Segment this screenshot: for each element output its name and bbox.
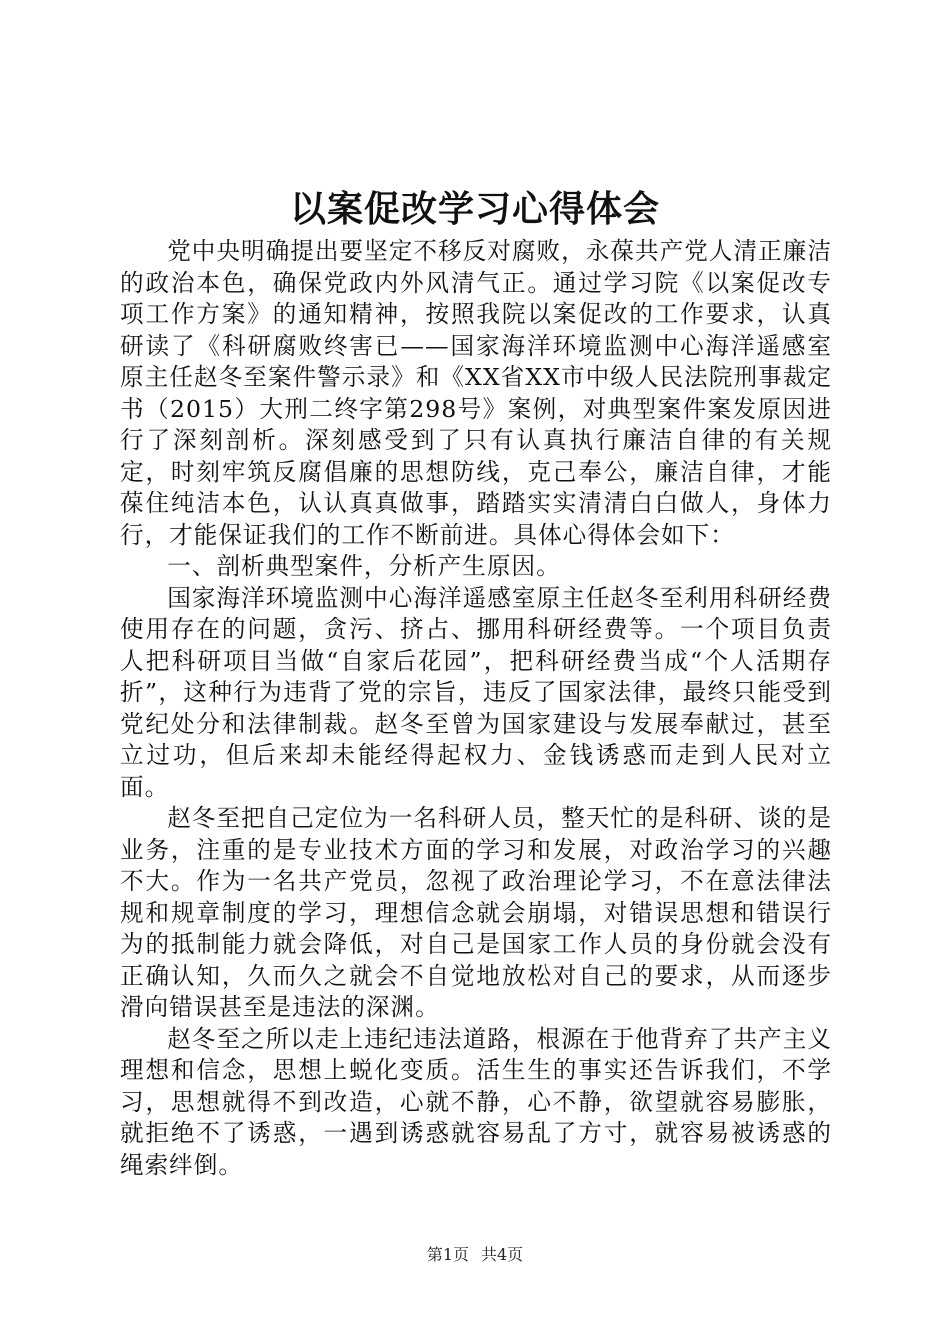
paragraph-case-summary: 国家海洋环境监测中心海洋遥感室原主任赵冬至利用科研经费使用存在的问题，贪污、挤占、挪用科研经费等。一个项目负责人把科研项目当做“自家后花园”，把科研经费当成“个人活期存折”，这种行为违背了党的宗旨，违反了国家法律，最终只能受到党纪处分和法律制裁。赵冬至曾为国家建设与发展奉献过，甚至立过功，但后来却未能经得起权力、金钱诱惑而走到人民对立面。 <box>120 583 832 801</box>
paragraph-case-analysis: 赵冬至把自己定位为一名科研人员，整天忙的是科研、谈的是业务，注重的是专业技术方面的学习和发展，对政治学习的兴趣不大。作为一名共产党员，忽视了政治理论学习，不在意法律法规和规章制度的学习，理想信念就会崩塌，对错误思想和错误行为的抵制能力就会降低，对自己是国家工作人员的身份就会没有正确认知，久而久之就会不自觉地放松对自己的要求，从而逐步滑向错误甚至是违法的深渊。 <box>120 804 832 1021</box>
page-number-current: 第1页 <box>426 1245 469 1264</box>
page-number-total: 共4页 <box>481 1245 524 1264</box>
document-body <box>120 236 832 1181</box>
document-title: 以案促改学习心得体会 <box>289 188 660 230</box>
paragraph-intro: 党中央明确提出要坚定不移反对腐败，永葆共产党人清正廉洁的政治本色，确保党政内外风清气正。通过学习院《以案促改专项工作方案》的通知精神，按照我院以案促改的工作要求，认真研读了《科研腐败终害已——国家海洋环境监测中心海洋遥感室原主任赵冬至案件警示录》和《XX省XX市中级人民法院刑事裁定书（2015）大刑二终字第298号》案例，对典型案件案发原因进行了深刻剖析。深刻感受到了只有认真执行廉洁自律的有关规定，时刻牢筑反腐倡廉的思想防线，克己奉公，廉洁自律，才能葆住纯洁本色，认认真真做事，踏踏实实清清白白做人，身体力行，才能保证我们的工作不断前进。具体心得体会如下： <box>120 237 832 549</box>
paragraph-root-cause: 赵冬至之所以走上违纪违法道路，根源在于他背弃了共产主义理想和信念，思想上蜕化变质。活生生的事实还告诉我们，不学习，思想就得不到改造，心就不静，心不静，欲望就容易膨胀，就拒绝不了诱惑，一遇到诱惑就容易乱了方寸，就容易被诱惑的绳索绊倒。 <box>120 1024 832 1179</box>
page-footer <box>0 1243 950 1267</box>
section-heading-1: 一、剖析典型案件，分析产生原因。 <box>167 552 561 580</box>
